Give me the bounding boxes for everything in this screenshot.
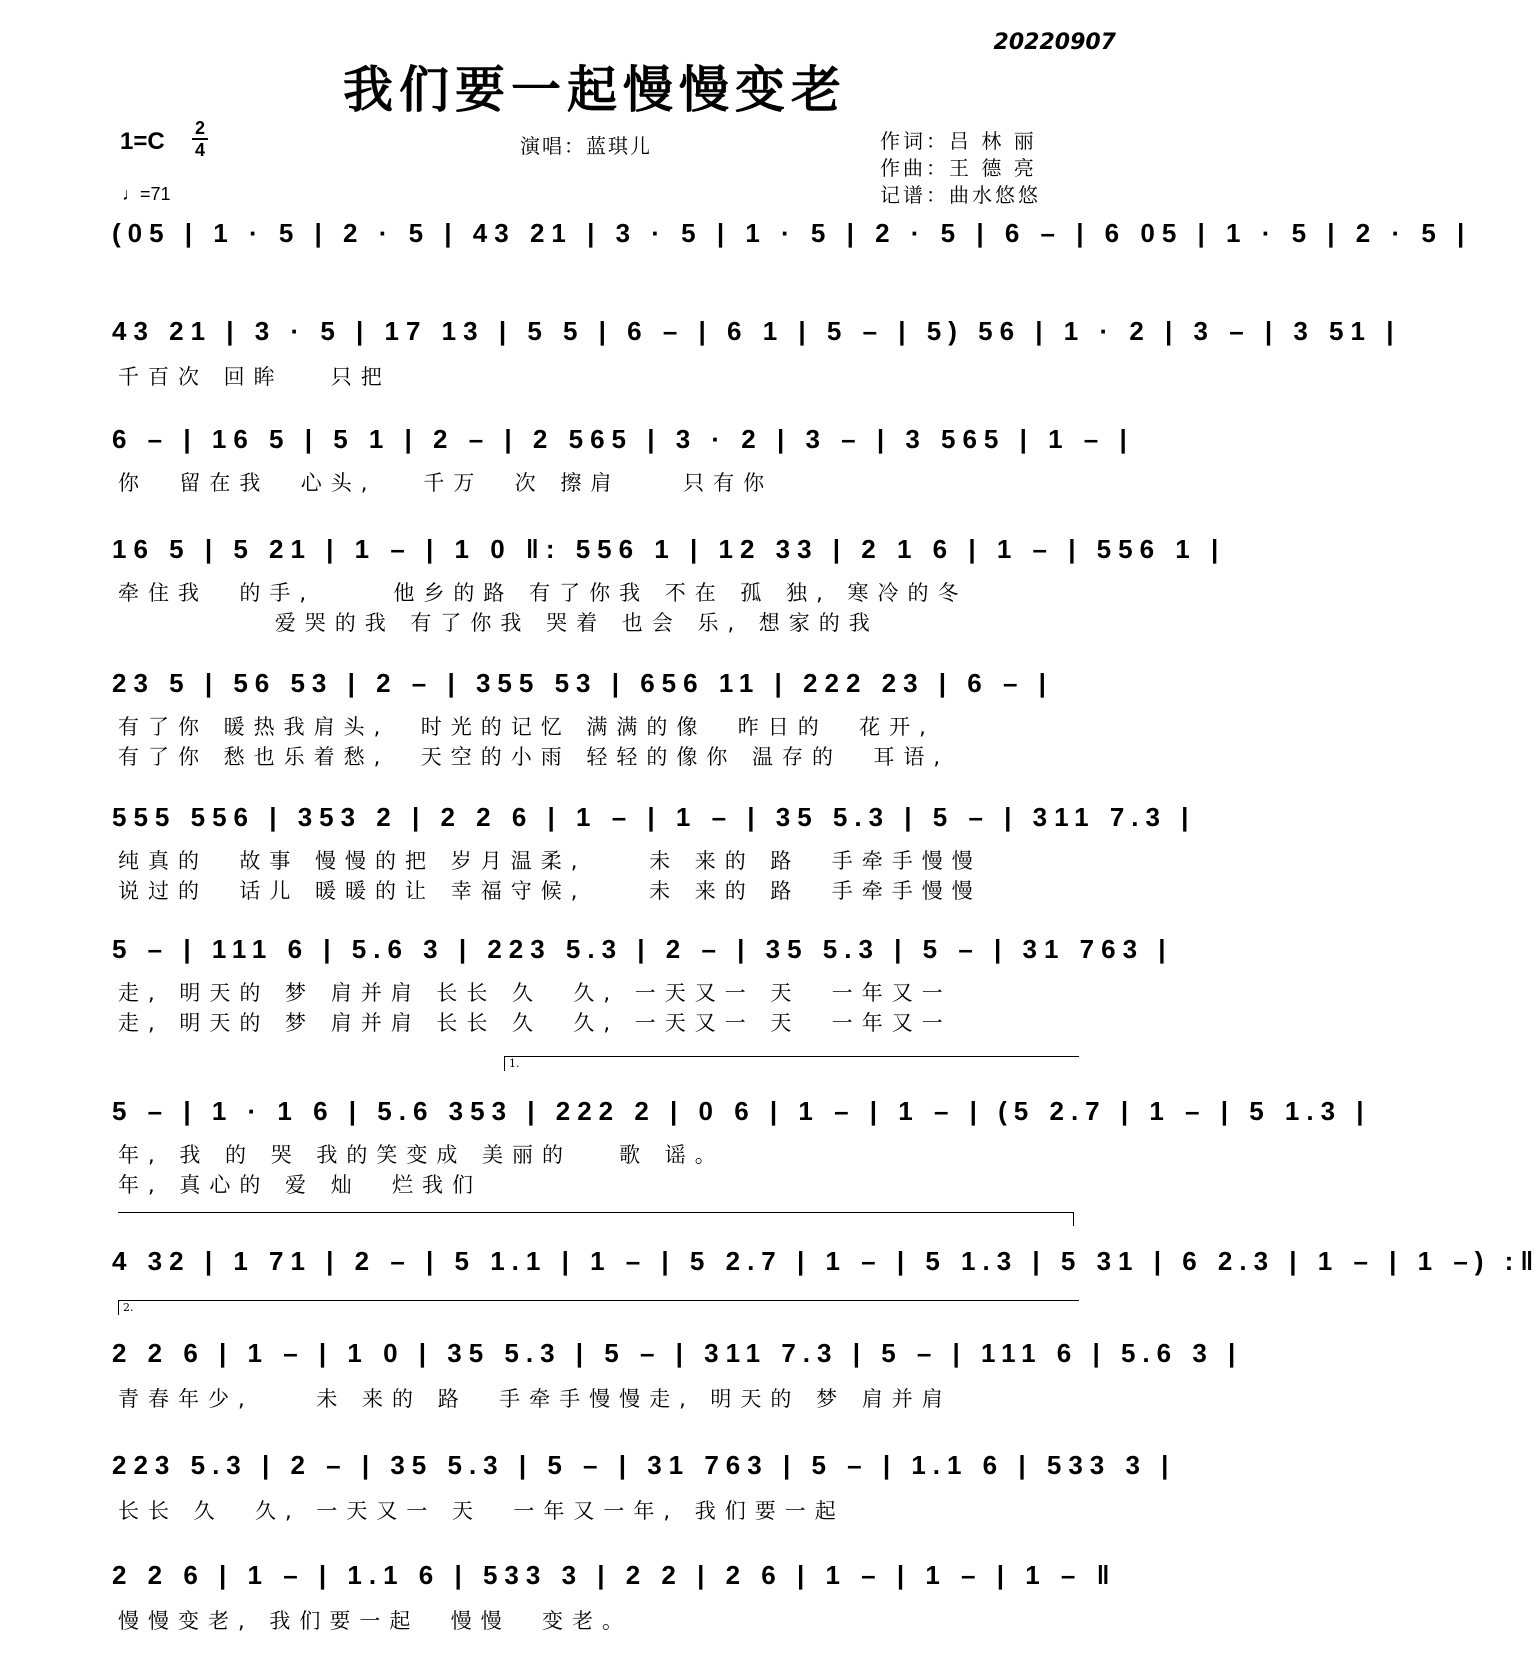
system-3-notes: 6 – | 16 5 | 5 1 | 2 – | 2 565 | 3 · 2 | 3 – | 3 565 | 1 – |	[112, 424, 1134, 454]
lyricist-credit: 作词：吕 林 丽	[880, 129, 1037, 153]
system-6-lyric-1: 纯真的 故事 慢慢的把 岁月温柔, 未 来的 路 手牵手慢慢	[118, 849, 982, 873]
system-6-lyric-2: 说过的 话儿 暖暖的让 幸福守候, 未 来的 路 手牵手慢慢	[118, 879, 982, 903]
system-7-lyric-1: 走, 明天的 梦 肩并肩 长长 久 久, 一天又一 天 一年又一	[118, 981, 952, 1005]
song-title: 我们要一起慢慢变老	[343, 60, 847, 119]
system-7-notes: 5 – | 111 6 | 5.6 3 | 223 5.3 | 2 – | 35 5.3 | 5 – | 31 763 |	[112, 934, 1173, 964]
system-10-notes: 2 2 6 | 1 – | 1 0 | 35 5.3 | 5 – | 311 7.3 | 5 – | 111 6 | 5.6 3 |	[112, 1338, 1243, 1368]
system-12-lyric: 慢慢变老, 我们要一起 慢慢 变老。	[118, 1609, 633, 1633]
system-2-notes: 43 21 | 3 · 5 | 17 13 | 5 5 | 6 – | 6 1 | 5 – | 5) 56 | 1 · 2 | 3 – | 3 51 |	[112, 316, 1401, 346]
system-12-notes: 2 2 6 | 1 – | 1.1 6 | 533 3 | 2 2 | 2 6 | 1 – | 1 – | 1 – ‖	[112, 1560, 1117, 1590]
date-label: 20220907	[993, 30, 1116, 55]
system-5-lyric-2: 有了你 愁也乐着愁, 天空的小雨 轻轻的像你 温存的 耳语,	[118, 745, 950, 769]
system-5-lyric-1: 有了你 暖热我肩头, 时光的记忆 满满的像 昨日的 花开,	[118, 715, 935, 739]
system-3-lyric: 你 留在我 心头, 千万 次 擦肩 只有你	[118, 471, 774, 495]
system-4-lyric-2: 爱哭的我 有了你我 哭着 也会 乐, 想家的我	[118, 611, 879, 635]
time-sig-bottom: 4	[194, 140, 205, 160]
volta-2: 2.	[118, 1300, 1079, 1315]
volta-1-end	[1073, 1212, 1074, 1226]
volta-1-line	[118, 1212, 1074, 1213]
tempo-mark: ♩=71	[122, 184, 171, 204]
singer-credit: 演唱：蓝琪儿	[520, 134, 652, 158]
time-sig-top: 2	[194, 118, 205, 138]
system-7-lyric-2: 走, 明天的 梦 肩并肩 长长 久 久, 一天又一 天 一年又一	[118, 1011, 952, 1035]
system-4-lyric-1: 牵住我 的手, 他乡的路 有了你我 不在 孤 独, 寒冷的冬	[118, 581, 968, 605]
system-8-lyric-2: 年, 真心的 爱 灿 烂我们	[118, 1173, 483, 1197]
system-4-notes: 16 5 | 5 21 | 1 – | 1 0 ‖: 556 1 | 12 33 | 2 1 6 | 1 – | 556 1 |	[112, 534, 1226, 564]
system-10-lyric: 青春年少, 未 来的 路 手牵手慢慢走, 明天的 梦 肩并肩	[118, 1387, 952, 1411]
system-11-lyric: 长长 久 久, 一天又一 天 一年又一年, 我们要一起	[118, 1499, 845, 1523]
system-8-notes: 5 – | 1 · 1 6 | 5.6 353 | 222 2 | 0 6 | 1 – | 1 – | (5 2.7 | 1 – | 5 1.3 |	[112, 1096, 1371, 1126]
credits	[880, 128, 1041, 209]
key-signature: 1=C	[120, 128, 165, 155]
system-6-notes: 555 556 | 353 2 | 2 2 6 | 1 – | 1 – | 35 5.3 | 5 – | 311 7.3 |	[112, 802, 1196, 832]
volta-1: 1.	[504, 1056, 1079, 1071]
system-1-notes: (05 | 1 · 5 | 2 · 5 | 43 21 | 3 · 5 | 1 · 5 | 2 · 5 | 6 – | 6 05 | 1 · 5 | 2 · 5 |	[112, 218, 1472, 248]
system-9-notes: 4 32 | 1 71 | 2 – | 5 1.1 | 1 – | 5 2.7 | 1 – | 5 1.3 | 5 31 | 6 2.3 | 1 – | 1 –) :‖	[112, 1246, 1540, 1276]
system-2-lyric: 千百次 回眸 只把	[118, 365, 391, 389]
system-11-notes: 223 5.3 | 2 – | 35 5.3 | 5 – | 31 763 | 5 – | 1.1 6 | 533 3 |	[112, 1450, 1176, 1480]
system-8-lyric-1: 年, 我 的 哭 我的笑变成 美丽的 歌 谣。	[118, 1143, 725, 1167]
transcriber-credit: 记谱：曲水悠悠	[880, 183, 1041, 207]
system-5-notes: 23 5 | 56 53 | 2 – | 355 53 | 656 11 | 222 23 | 6 – |	[112, 668, 1053, 698]
composer-credit: 作曲：王 德 亮	[880, 156, 1037, 180]
time-signature	[192, 118, 208, 160]
